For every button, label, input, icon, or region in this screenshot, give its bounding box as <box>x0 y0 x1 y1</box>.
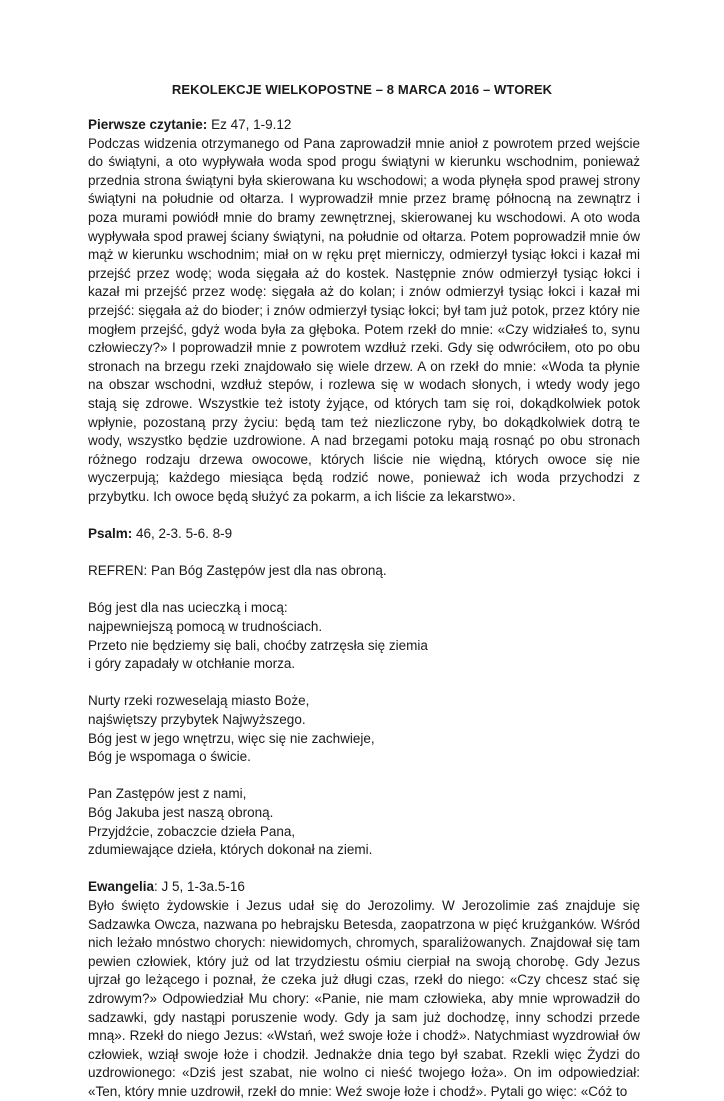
first-reading-text: Podczas widzenia otrzymanego od Pana zaprowadził mnie anioł z powrotem przed wejście do świątyni, a oto wypływała woda spod progu świątyni w kierunku wschodnim, ponieważ przednia strona świątyni była skierowana ku wschodowi; a woda płynęła spod prawej strony świątyni na południe od ołtarza. I wyprowadził mnie przez bramę północną na zewnątrz i poza murami powiódł mnie do bramy zewnętrznej, skierowanej ku wschodowi. A oto woda wypływała spod prawej ściany świątyni, na południe od ołtarza. Potem poprowadził mnie ów mąż w kierunku wschodnim; miał on w ręku pręt mierniczy, odmierzył tysiąc łokci i kazał mi przejść przez wodę; woda sięgała aż do kostek. Następnie znów odmierzył tysiąc łokci i kazał mi przejść przez wodę: sięgała aż do kolan; i znów odmierzył tysiąc łokci i kazał mi przejść: sięgała aż do bioder; i znów odmierzył tysiąc łokci; był tam już potok, przez który nie mogłem przejść, gdyż woda była za głęboka. Potem rzekł do mnie: «Czy widziałeś to, synu człowieczy?» I poprowadził mnie z powrotem wzdłuż rzeki. Gdy się odwróciłem, oto po obu stronach na brzegu rzeki znajdowało się wiele drzew. A on rzekł do mnie: «Woda ta płynie na obszar wschodni, wzdłuż stepów, i rozlewa się w wodach słonych, i wtedy wody jego stają się zdrowe. Wszystkie też istoty żyjące, od których tam się roi, dokądkolwiek potok wpłynie, pozostaną przy życiu: będą tam też niezliczone ryby, bo dokądkolwiek dotrą te wody, wszystko będzie uzdrowione. A nad brzegami potoku mają rosnąć po obu stronach różnego rodzaju drzewa owocowe, których liście nie więdną, których owoce się nie wyczerpują; każdego miesiąca będą rodzić nowe, ponieważ ich woda przychodzi z przybytku. Ich owoce będą służyć za pokarm, a ich liście za lekarstwo». <box>88 135 640 504</box>
psalm-stanza-3 <box>88 785 640 859</box>
psalm-stanza-1 <box>88 599 640 673</box>
psalm-line: i góry zapadały w otchłanie morza. <box>88 656 296 672</box>
psalm-refrain: REFREN: Pan Bóg Zastępów jest dla nas obroną. <box>88 563 387 579</box>
psalm-line: Pan Zastępów jest z nami, <box>88 786 247 802</box>
first-reading-heading <box>88 116 640 135</box>
psalm-line: Nurty rzeki rozweselają miasto Boże, <box>88 693 310 709</box>
psalm-line: Bóg je wspomaga o świcie. <box>88 749 251 765</box>
psalm-stanza-2 <box>88 692 640 766</box>
document-title: REKOLEKCJE WIELKOPOSTNE – 8 MARCA 2016 – WTOREK <box>171 82 553 97</box>
psalm-line: Przyjdźcie, zobaczcie dzieła Pana, <box>88 823 296 839</box>
gospel-label: Ewangelia <box>88 879 155 895</box>
gospel-text: Było święto żydowskie i Jezus udał się do Jerozolimy. W Jerozolimie zaś znajduje się Sadzawka Owcza, nazwana po hebrajsku Betesda, zaopatrzona w pięć krużganków. Wśród nich leżało mnóstwo chorych: niewidomych, chromych, sparaliżowanych. Znajdował się tam pewien człowiek, który już od lat trzydziestu ośmiu cierpiał na swoją chorobę. Gdy Jezus ujrzał go leżącego i poznał, że czeka już długi czas, rzekł do niego: «Czy chcesz stać się zdrowym?» Odpowiedział Mu chory: «Panie, nie mam człowieka, aby mnie wprowadził do sadzawki, gdy nastąpi poruszenie wody. Gdy ja sam już dochodzę, inny schodzi przede mną». Rzekł do niego Jezus: «Wstań, weź swoje łoże i chodź». Natychmiast wyzdrowiał ów człowiek, wziął swoje łoże i chodził. Jednakże dnia tego był szabat. Rzekli więc Żydzi do uzdrowionego: «Dziś jest szabat, nie wolno ci nieść twojego łoża». On im odpowiedział: «Ten, który mnie uzdrowił, rzekł do mnie: Weź swoje łoże i chodź». Pytali go więc: «Cóż to <box>88 897 640 1099</box>
psalm-line: Bóg jest dla nas ucieczką i mocą: <box>88 600 288 616</box>
psalm-line: Bóg jest w jego wnętrzu, więc się nie zachwieje, <box>88 730 375 746</box>
psalm-line: zdumiewające dzieła, których dokonał na ziemi. <box>88 842 373 858</box>
gospel-heading <box>88 878 640 897</box>
psalm-label: Psalm: <box>88 526 133 542</box>
psalm-line: najpewniejszą pomocą w trudnościach. <box>88 619 323 635</box>
first-reading-reference: Ez 47, 1-9.12 <box>207 117 292 132</box>
psalm-heading <box>88 525 640 544</box>
gospel-reference: : J 5, 1-3a.5-16 <box>154 879 245 895</box>
psalm-reference: 46, 2-3. 5-6. 8-9 <box>132 526 233 542</box>
psalm-line: najświętszy przybytek Najwyższego. <box>88 712 306 727</box>
psalm-line: Bóg Jakuba jest naszą obroną. <box>88 804 274 820</box>
document-body <box>88 116 640 1101</box>
first-reading-label: Pierwsze czytanie: <box>88 117 208 132</box>
psalm-line: Przeto nie będziemy się bali, choćby zatrzęsła się ziemia <box>88 637 428 653</box>
